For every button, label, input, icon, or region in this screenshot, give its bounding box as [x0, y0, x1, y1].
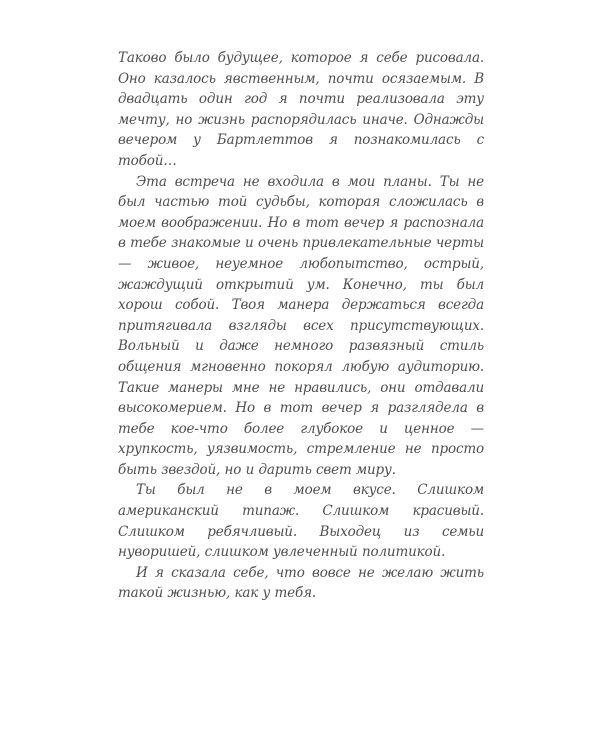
paragraph-3: Ты был не в моем вкусе. Слишком американский типаж. Слишком красивый. Слишком ребячливый. Выходец из семьи нуворишей, слишком увлеченный политикой.: [118, 482, 484, 561]
paragraph-2: Эта встреча не входила в мои планы. Ты не был частью той судьбы, которая сложилась в моем воображении. Но в тот вечер я распознала в тебе знакомые и очень привлекательные черты — живое, неуемное любопытство, острый, жаждущий открытий ум. Конечно, ты был хорош собой. Твоя манера держаться всегда притягивала взгляды всех присутствующих. Вольный и даже немного развязный стиль общения мгновенно покорял любую аудиторию. Такие манеры мне не нравились, они отдавали высокомерием. Но в тот вечер я разглядела в тебе кое-что более глубокое и ценное — хрупкость, уязвимость, стремление не просто быть звездой, но и дарить свет миру.: [118, 173, 484, 478]
paragraph-4: И я сказала себе, что вовсе не желаю жить такой жизнью, как у тебя.: [118, 564, 484, 602]
text-body: [118, 48, 484, 604]
paragraph-1: Таково было будущее, которое я себе рисовала. Оно казалось явственным, почти осязаемым. В двадцать один год я почти реализовала эту мечту, но жизнь распорядилась иначе. Однажды вечером у Бартлеттов я познакомилась с тобой…: [118, 50, 484, 169]
